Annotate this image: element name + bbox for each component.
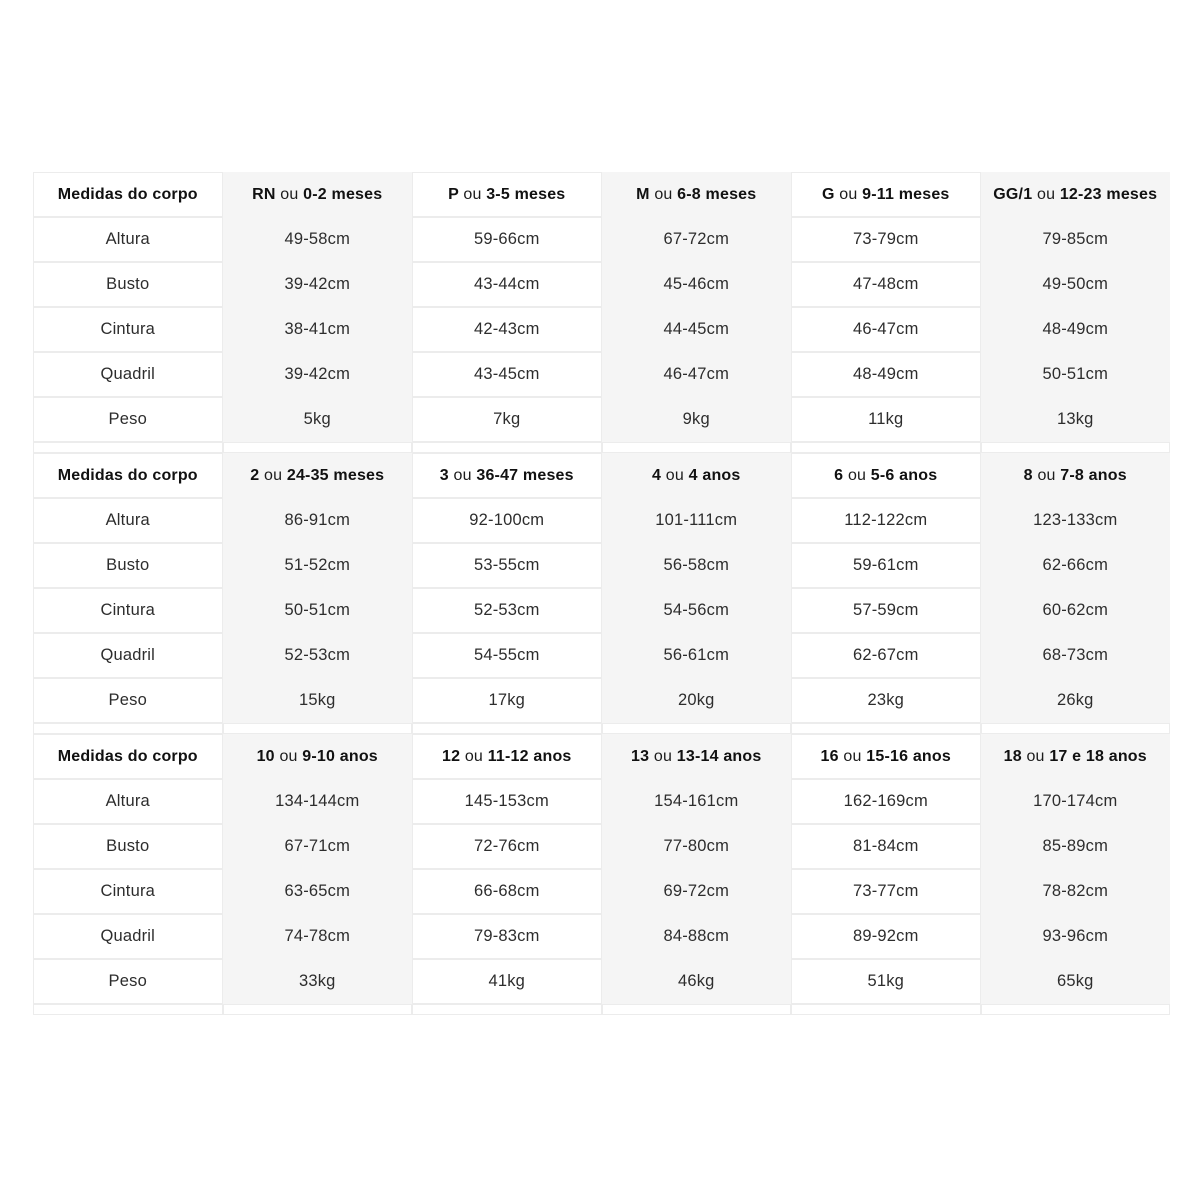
measurement-value: 57-59cm (791, 588, 981, 633)
ou-connector: ou (463, 185, 482, 203)
measurement-label: Peso (33, 397, 223, 442)
ou-connector: ou (843, 747, 862, 765)
measurement-value: 11kg (791, 397, 981, 442)
section-spacer-row (33, 723, 1170, 734)
spacer-cell (223, 442, 413, 453)
measurement-value: 154-161cm (602, 779, 792, 824)
size-code: 16 (820, 747, 839, 765)
measurement-value: 123-133cm (981, 498, 1171, 543)
measurement-value: 89-92cm (791, 914, 981, 959)
measurement-value: 46-47cm (602, 352, 792, 397)
spacer-cell (981, 723, 1171, 734)
size-code: 10 (256, 747, 275, 765)
age-range: 9-10 anos (302, 747, 378, 765)
size-code: M (636, 185, 650, 203)
measurement-value: 51-52cm (223, 543, 413, 588)
ou-connector: ou (1037, 466, 1056, 484)
table-row (33, 869, 1170, 914)
ou-connector: ou (1026, 747, 1045, 765)
ou-connector: ou (280, 185, 299, 203)
measurement-label: Cintura (33, 588, 223, 633)
measurement-value: 59-66cm (412, 217, 602, 262)
size-code: 3 (439, 466, 449, 484)
measurement-value: 46kg (602, 959, 792, 1004)
size-column-header (223, 453, 413, 498)
measurement-value: 38-41cm (223, 307, 413, 352)
section-spacer-row (33, 442, 1170, 453)
size-code: 18 (1003, 747, 1022, 765)
measurement-value: 45-46cm (602, 262, 792, 307)
age-range: 0-2 meses (303, 185, 383, 203)
measurement-value: 48-49cm (791, 352, 981, 397)
header-row (33, 453, 1170, 498)
measurement-value: 73-79cm (791, 217, 981, 262)
ou-connector: ou (839, 185, 858, 203)
measurement-label: Busto (33, 262, 223, 307)
table-row (33, 959, 1170, 1004)
measurement-value: 67-71cm (223, 824, 413, 869)
age-range: 17 e 18 anos (1049, 747, 1147, 765)
measurement-value: 62-67cm (791, 633, 981, 678)
measurement-value: 17kg (412, 678, 602, 723)
header-row (33, 734, 1170, 779)
measurement-value: 162-169cm (791, 779, 981, 824)
measurement-value: 60-62cm (981, 588, 1171, 633)
measurement-value: 23kg (791, 678, 981, 723)
measurement-value: 41kg (412, 959, 602, 1004)
measurement-value: 52-53cm (412, 588, 602, 633)
size-code: 6 (834, 466, 844, 484)
size-column-header (791, 172, 981, 217)
spacer-cell (33, 442, 223, 453)
table-row (33, 397, 1170, 442)
measurement-value: 49-58cm (223, 217, 413, 262)
spacer-cell (223, 723, 413, 734)
measurement-value: 72-76cm (412, 824, 602, 869)
measurement-value: 66-68cm (412, 869, 602, 914)
age-range: 13-14 anos (676, 747, 762, 765)
measurement-value: 52-53cm (223, 633, 413, 678)
spacer-cell (791, 1004, 981, 1015)
spacer-cell (981, 1004, 1171, 1015)
measurement-value: 62-66cm (981, 543, 1171, 588)
measurement-value: 74-78cm (223, 914, 413, 959)
spacer-cell (33, 1004, 223, 1015)
size-column-header (602, 172, 792, 217)
measurement-label: Quadril (33, 914, 223, 959)
measurement-value: 33kg (223, 959, 413, 1004)
spacer-cell (223, 1004, 413, 1015)
measurement-value: 51kg (791, 959, 981, 1004)
age-range: 5-6 anos (870, 466, 938, 484)
measurement-value: 79-83cm (412, 914, 602, 959)
measurement-value: 92-100cm (412, 498, 602, 543)
age-range: 36-47 meses (476, 466, 574, 484)
spacer-cell (412, 442, 602, 453)
size-column-header (602, 734, 792, 779)
size-code: 4 (651, 466, 662, 484)
age-range: 3-5 meses (486, 185, 566, 203)
measurement-label: Peso (33, 959, 223, 1004)
age-range: 4 anos (688, 466, 741, 484)
measurement-value: 20kg (602, 678, 792, 723)
measurement-value: 86-91cm (223, 498, 413, 543)
size-column-header (981, 734, 1171, 779)
measurement-value: 65kg (981, 959, 1171, 1004)
size-chart (33, 172, 1170, 1015)
spacer-cell (602, 723, 792, 734)
table-row (33, 498, 1170, 543)
size-code: 13 (631, 747, 650, 765)
measurement-value: 13kg (981, 397, 1171, 442)
size-column-header (981, 172, 1171, 217)
size-column-header (791, 453, 981, 498)
row-labels-header: Medidas do corpo (33, 172, 223, 217)
measurement-value: 26kg (981, 678, 1171, 723)
table-row (33, 217, 1170, 262)
measurement-value: 77-80cm (602, 824, 792, 869)
measurement-value: 145-153cm (412, 779, 602, 824)
measurement-value: 56-58cm (602, 543, 792, 588)
measurement-value: 9kg (602, 397, 792, 442)
size-code: 8 (1023, 466, 1033, 484)
size-code: G (821, 185, 835, 203)
measurement-label: Quadril (33, 352, 223, 397)
size-column-header (981, 453, 1171, 498)
spacer-cell (981, 442, 1171, 453)
measurement-value: 67-72cm (602, 217, 792, 262)
age-range: 11-12 anos (487, 747, 572, 765)
measurement-value: 43-45cm (412, 352, 602, 397)
measurement-label: Quadril (33, 633, 223, 678)
measurement-value: 78-82cm (981, 869, 1171, 914)
measurement-value: 79-85cm (981, 217, 1171, 262)
age-range: 12-23 meses (1059, 185, 1158, 203)
measurement-value: 44-45cm (602, 307, 792, 352)
measurement-value: 69-72cm (602, 869, 792, 914)
row-labels-header: Medidas do corpo (33, 734, 223, 779)
measurement-value: 15kg (223, 678, 413, 723)
size-table-section (33, 172, 1170, 453)
measurement-value: 53-55cm (412, 543, 602, 588)
spacer-cell (412, 723, 602, 734)
age-range: 15-16 anos (866, 747, 951, 765)
ou-connector: ou (847, 466, 867, 484)
size-table-section (33, 453, 1170, 734)
size-code: 12 (441, 747, 461, 765)
age-range: 24-35 meses (286, 466, 385, 484)
spacer-cell (602, 442, 792, 453)
ou-connector: ou (1036, 185, 1056, 203)
measurement-value: 85-89cm (981, 824, 1171, 869)
measurement-value: 101-111cm (602, 498, 792, 543)
table-row (33, 779, 1170, 824)
size-column-header (223, 172, 413, 217)
table-row (33, 633, 1170, 678)
size-code: 2 (250, 466, 260, 484)
ou-connector: ou (453, 466, 472, 484)
size-column-header (791, 734, 981, 779)
measurement-value: 46-47cm (791, 307, 981, 352)
measurement-label: Busto (33, 824, 223, 869)
ou-connector: ou (665, 466, 684, 484)
measurement-value: 42-43cm (412, 307, 602, 352)
size-column-header (412, 734, 602, 779)
measurement-label: Busto (33, 543, 223, 588)
measurement-value: 7kg (412, 397, 602, 442)
section-spacer-row (33, 1004, 1170, 1015)
spacer-cell (602, 1004, 792, 1015)
measurement-value: 59-61cm (791, 543, 981, 588)
measurement-value: 48-49cm (981, 307, 1171, 352)
table-row (33, 678, 1170, 723)
measurement-value: 50-51cm (223, 588, 413, 633)
measurement-value: 56-61cm (602, 633, 792, 678)
size-code: RN (252, 185, 276, 203)
measurement-value: 54-55cm (412, 633, 602, 678)
table-row (33, 262, 1170, 307)
table-row (33, 914, 1170, 959)
size-table-section (33, 734, 1170, 1015)
age-range: 6-8 meses (677, 185, 757, 203)
age-range: 7-8 anos (1060, 466, 1127, 484)
size-column-header (602, 453, 792, 498)
table-row (33, 543, 1170, 588)
measurement-label: Cintura (33, 307, 223, 352)
measurement-value: 112-122cm (791, 498, 981, 543)
spacer-cell (412, 1004, 602, 1015)
size-column-header (223, 734, 413, 779)
measurement-value: 49-50cm (981, 262, 1171, 307)
measurement-value: 170-174cm (981, 779, 1171, 824)
ou-connector: ou (264, 466, 283, 484)
measurement-label: Altura (33, 498, 223, 543)
measurement-value: 50-51cm (981, 352, 1171, 397)
size-column-header (412, 172, 602, 217)
size-column-header (412, 453, 602, 498)
size-code: P (448, 185, 459, 203)
measurement-value: 63-65cm (223, 869, 413, 914)
measurement-value: 134-144cm (223, 779, 413, 824)
measurement-value: 5kg (223, 397, 413, 442)
measurement-value: 54-56cm (602, 588, 792, 633)
measurement-label: Altura (33, 217, 223, 262)
row-labels-header: Medidas do corpo (33, 453, 223, 498)
spacer-cell (791, 723, 981, 734)
measurement-value: 39-42cm (223, 352, 413, 397)
measurement-value: 39-42cm (223, 262, 413, 307)
ou-connector: ou (653, 747, 673, 765)
measurement-value: 84-88cm (602, 914, 792, 959)
size-code: GG/1 (993, 185, 1033, 203)
ou-connector: ou (654, 185, 673, 203)
measurement-value: 47-48cm (791, 262, 981, 307)
table-row (33, 307, 1170, 352)
age-range: 9-11 meses (862, 185, 950, 203)
table-row (33, 588, 1170, 633)
measurement-value: 73-77cm (791, 869, 981, 914)
measurement-value: 81-84cm (791, 824, 981, 869)
table-row (33, 352, 1170, 397)
measurement-label: Altura (33, 779, 223, 824)
ou-connector: ou (464, 747, 484, 765)
ou-connector: ou (279, 747, 298, 765)
table-row (33, 824, 1170, 869)
measurement-value: 93-96cm (981, 914, 1171, 959)
header-row (33, 172, 1170, 217)
spacer-cell (791, 442, 981, 453)
measurement-label: Peso (33, 678, 223, 723)
measurement-value: 43-44cm (412, 262, 602, 307)
measurement-label: Cintura (33, 869, 223, 914)
measurement-value: 68-73cm (981, 633, 1171, 678)
spacer-cell (33, 723, 223, 734)
